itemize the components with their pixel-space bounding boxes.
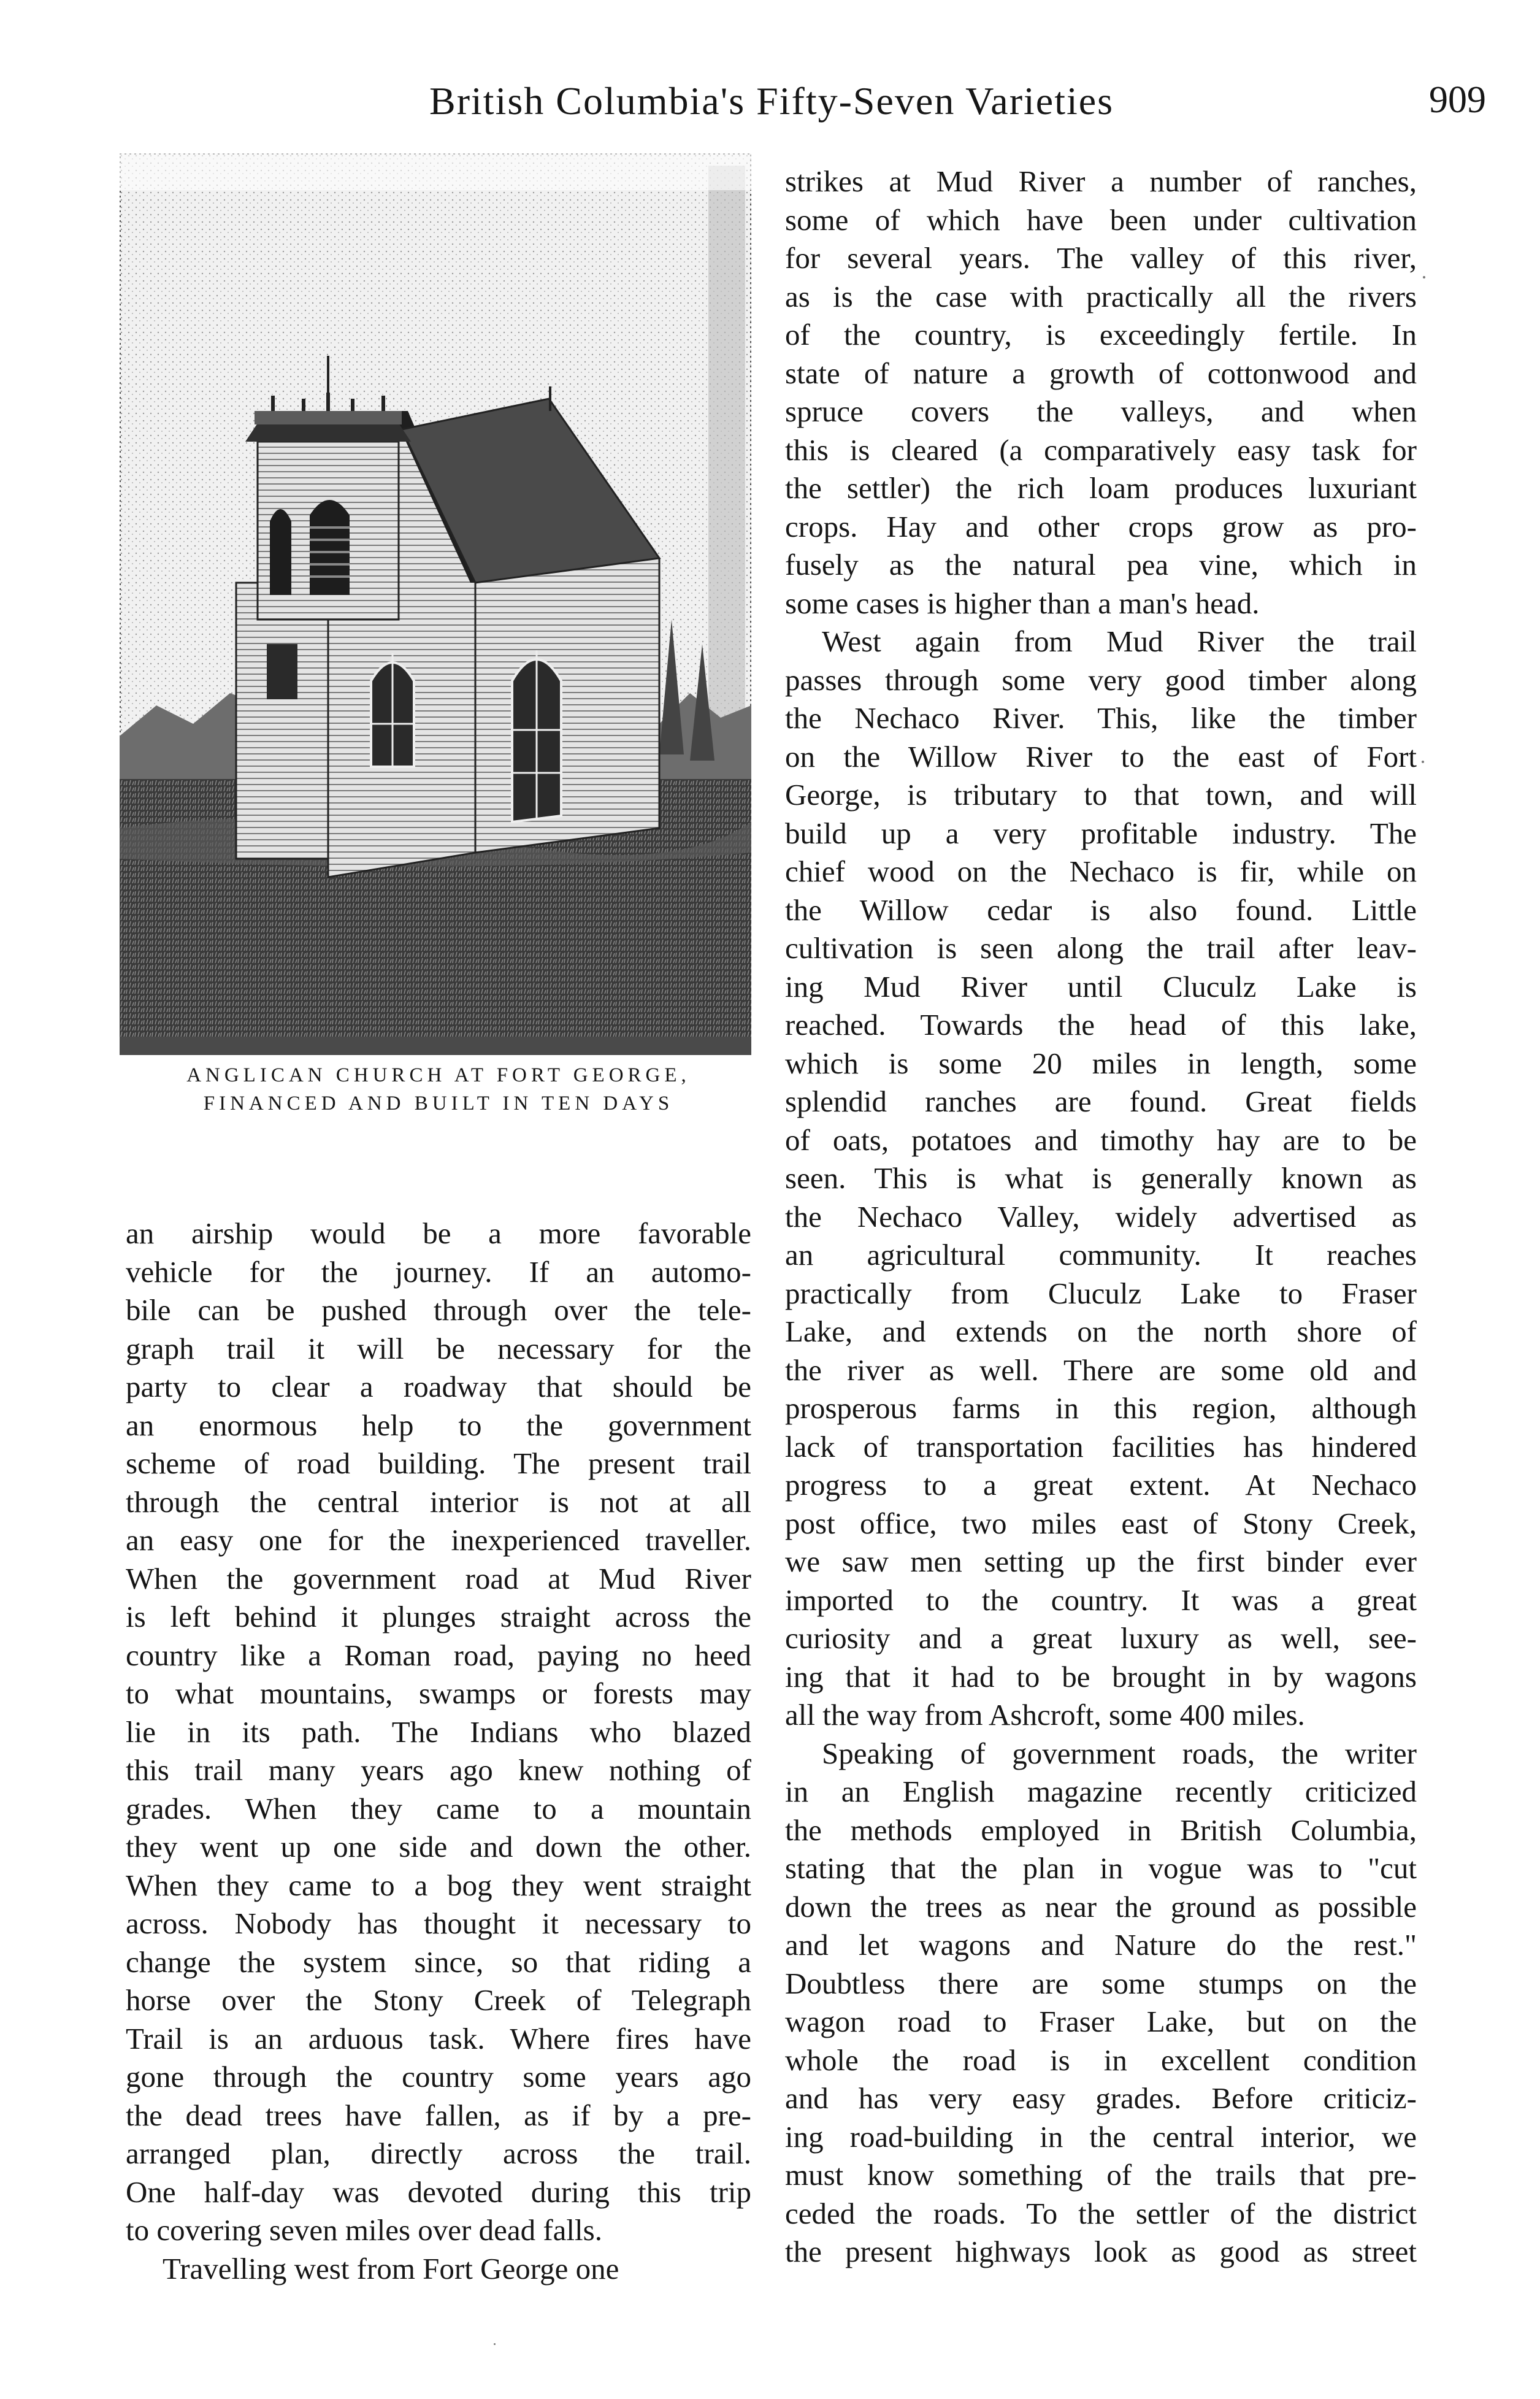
text-line: to covering seven miles over dead falls. (126, 2213, 602, 2247)
text-line: When they came to a bog they went straight (126, 1868, 751, 1902)
text-line: the dead trees have fallen, as if by a pre- (126, 2098, 751, 2132)
text-line: West again from Mud River the trail (822, 624, 1417, 658)
text-line: of oats, potatoes and timothy hay are to be (785, 1123, 1417, 1157)
print-speck (494, 2343, 496, 2345)
text-line: wagon road to Fraser Lake, but on the (785, 2005, 1417, 2038)
text-line: the Nechaco River. This, like the timber (785, 701, 1417, 735)
text-line: ing road-building in the central interior, we (785, 2119, 1417, 2154)
text-line: fusely as the natural pea vine, which in (785, 548, 1417, 582)
print-speck (1423, 276, 1425, 278)
text-line: the settler) the rich loam produces luxuriant (785, 471, 1417, 505)
text-line: Trail is an arduous task. Where fires have (126, 2021, 751, 2055)
right-text-column (785, 163, 1417, 2271)
page-number: 909 (1429, 79, 1486, 121)
text-line: vehicle for the journey. If an automo- (126, 1254, 751, 1289)
text-line: country like a Roman road, paying no heed (126, 1638, 751, 1672)
text-line: they went up one side and down the other. (126, 1830, 751, 1864)
text-line: some cases is higher than a man's head. (785, 586, 1260, 620)
text-line: party to clear a roadway that should be (126, 1370, 751, 1403)
text-line: ing that it had to be brought in by wagons (785, 1659, 1417, 1694)
text-line: scheme of road building. The present trail (126, 1446, 751, 1480)
text-line: ceded the roads. To the settler of the district (785, 2196, 1417, 2230)
text-line: an airship would be a more favorable (126, 1216, 751, 1250)
text-line: ing Mud River until Cluculz Lake is (785, 969, 1417, 1004)
figure-caption (113, 1061, 764, 1118)
caption-line-1: ANGLICAN CHURCH AT FORT GEORGE, (186, 1064, 691, 1086)
text-line: lack of transportation facilities has hindered (785, 1429, 1417, 1464)
text-line: an easy one for the inexperienced traveller. (126, 1523, 751, 1557)
text-line: the Willow cedar is also found. Little (785, 892, 1417, 927)
text-line: grades. When they came to a mountain (126, 1791, 751, 1825)
text-line: on the Willow River to the east of Fort (785, 739, 1417, 773)
text-line: the Nechaco Valley, widely advertised as (785, 1199, 1417, 1234)
text-line: must know something of the trails that pre- (785, 2158, 1417, 2192)
text-line: change the system since, so that riding a (126, 1944, 751, 1979)
print-speck (1422, 761, 1424, 763)
running-title: British Columbia's Fifty-Seven Varieties (429, 79, 1114, 123)
text-line: the river as well. There are some old and (785, 1353, 1417, 1387)
church-figure (113, 153, 757, 1115)
text-line: Doubtless there are some stumps on the (785, 1966, 1417, 2000)
text-line: is left behind it plunges straight across the (126, 1600, 751, 1633)
church-photo (120, 153, 751, 1055)
text-line: which is some 20 miles in length, some (785, 1046, 1417, 1080)
text-line: some of which have been under cultivation (785, 202, 1417, 237)
text-line: seen. This is what is generally known as (785, 1161, 1417, 1195)
text-line: prosperous farms in this region, although (785, 1391, 1417, 1425)
text-line: imported to the country. It was a great (785, 1583, 1417, 1617)
text-line: George, is tributary to that town, and will (785, 778, 1417, 812)
text-line: an agricultural community. It reaches (785, 1238, 1417, 1272)
text-line: the methods employed in British Columbia, (785, 1813, 1417, 1847)
text-line: whole the road is in excellent condition (785, 2043, 1417, 2077)
left-text-column (126, 1215, 751, 2288)
text-line: practically from Cluculz Lake to Fraser (785, 1276, 1417, 1310)
text-line: reached. Towards the head of this lake, (785, 1008, 1417, 1042)
text-line: to what mountains, swamps or forests may (126, 1676, 751, 1710)
text-line: an enormous help to the government (126, 1408, 751, 1442)
text-line: horse over the Stony Creek of Telegraph (126, 1983, 751, 2017)
text-line: all the way from Ashcroft, some 400 miles. (785, 1698, 1305, 1732)
caption-line-2: FINANCED AND BUILT IN TEN DAYS (203, 1092, 674, 1115)
text-line: and let wagons and Nature do the rest." (785, 1928, 1417, 1962)
text-line: curiosity and a great luxury as well, see- (785, 1621, 1417, 1655)
text-line: we saw men setting up the first binder ever (785, 1545, 1417, 1578)
text-line: down the trees as near the ground as possible (785, 1889, 1417, 1924)
text-line: as is the case with practically all the rivers (785, 279, 1417, 313)
text-line: Speaking of government roads, the writer (822, 1736, 1417, 1770)
text-line: Lake, and extends on the north shore of (785, 1315, 1417, 1348)
text-line: Travelling west from Fort George one (163, 2251, 619, 2286)
text-line: crops. Hay and other crops grow as pro- (785, 509, 1417, 543)
text-line: through the central interior is not at all (126, 1484, 751, 1519)
text-line: passes through some very good timber along (785, 662, 1417, 697)
text-line: gone through the country some years ago (126, 2060, 751, 2094)
text-line: bile can be pushed through over the tele- (126, 1293, 751, 1327)
text-line: this trail many years ago knew nothing of (126, 1753, 751, 1787)
text-line: lie in its path. The Indians who blazed (126, 1714, 751, 1749)
text-line: state of nature a growth of cottonwood and (785, 356, 1417, 390)
text-line: across. Nobody has thought it necessary to (126, 1906, 751, 1940)
text-line: for several years. The valley of this river, (785, 241, 1417, 275)
text-line: stating that the plan in vogue was to "cut (785, 1851, 1417, 1885)
text-line: progress to a great extent. At Nechaco (785, 1468, 1417, 1502)
text-line: and has very easy grades. Before criticiz- (785, 2081, 1417, 2115)
text-line: post office, two miles east of Stony Creek, (785, 1506, 1417, 1540)
text-line: build up a very profitable industry. The (785, 816, 1417, 850)
text-line: graph trail it will be necessary for the (126, 1331, 751, 1365)
text-line: spruce covers the valleys, and when (785, 394, 1417, 428)
text-line: arranged plan, directly across the trail. (126, 2136, 751, 2170)
text-line: in an English magazine recently criticized (785, 1775, 1417, 1808)
text-line: the present highways look as good as street (785, 2235, 1417, 2268)
text-line: One half-day was devoted during this trip (126, 2174, 751, 2209)
text-line: chief wood on the Nechaco is fir, while on (785, 854, 1417, 888)
text-line: this is cleared (a comparatively easy task for (785, 432, 1417, 467)
text-line: splendid ranches are found. Great fields (785, 1084, 1417, 1118)
text-line: When the government road at Mud River (126, 1561, 751, 1595)
text-line: cultivation is seen along the trail after leav- (785, 931, 1417, 965)
text-line: of the country, is exceedingly fertile. In (785, 318, 1417, 351)
text-line: strikes at Mud River a number of ranches, (785, 164, 1417, 198)
